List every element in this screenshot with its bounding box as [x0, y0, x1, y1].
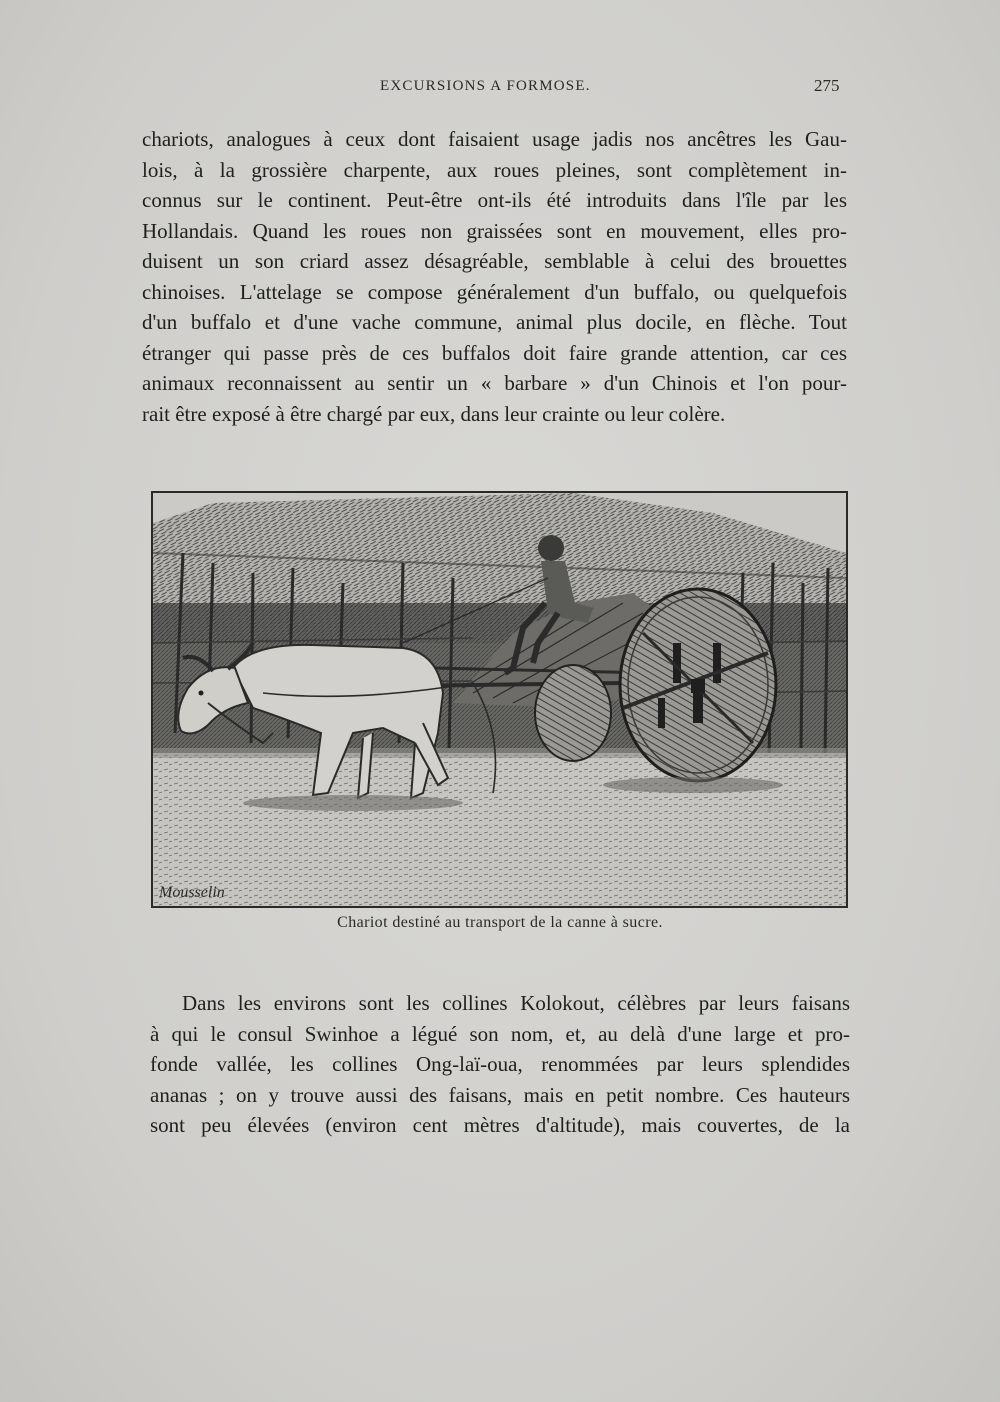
text-line: Hollandais. Quand les roues non graissées sont en mouvement, elles pro-: [142, 218, 847, 243]
running-title: EXCURSIONS A FORMOSE.: [380, 78, 591, 94]
text-line: à qui le consul Swinhoe a légué son nom, et, au delà d'une large et pro-: [150, 1021, 850, 1046]
text-line: animaux reconnaissent au sentir un « barbare » d'un Chinois et l'on pour-: [142, 371, 847, 395]
figure-caption: Chariot destiné au transport de la canne à sucre.: [337, 914, 663, 931]
text-line: duisent un son criard assez désagréable, semblable à celui des brouettes: [142, 249, 847, 273]
paragraph-1: [142, 124, 847, 429]
ox-cart-engraving: [153, 493, 846, 906]
text-line: connus sur le continent. Peut-être ont-ils été introduits dans l'île par les: [142, 188, 847, 212]
text-line: chariots, analogues à ceux dont faisaient usage jadis nos ancêtres les Gau-: [142, 127, 847, 151]
text-line: rait être exposé à être chargé par eux, dans leur crainte ou leur colère.: [142, 401, 726, 426]
text-line: ananas ; on y trouve aussi des faisans, mais en petit nombre. Ces hauteurs: [150, 1082, 850, 1107]
text-line: fonde vallée, les collines Ong-laï-oua, renommées par leurs splendides: [150, 1052, 850, 1076]
page-number: 275: [814, 76, 840, 95]
text-line: sont peu élevées (environ cent mètres d'altitude), mais couvertes, de la: [150, 1113, 850, 1137]
text-line: lois, à la grossière charpente, aux roues pleines, sont complètement in-: [142, 157, 847, 182]
engraver-signature: Mousselin: [159, 884, 225, 901]
paragraph-2: [150, 988, 850, 1141]
text-line: étranger qui passe près de ces buffalos doit faire grande attention, car ces: [142, 340, 847, 365]
engraving-illustration: [151, 491, 848, 908]
text-line: chinoises. L'attelage se compose généralement d'un buffalo, ou quelquefois: [142, 279, 847, 304]
running-head: [0, 76, 1000, 100]
text-line: d'un buffalo et d'une vache commune, animal plus docile, en flèche. Tout: [142, 310, 847, 334]
text-line: Dans les environs sont les collines Kolokout, célèbres par leurs faisans: [182, 991, 850, 1015]
